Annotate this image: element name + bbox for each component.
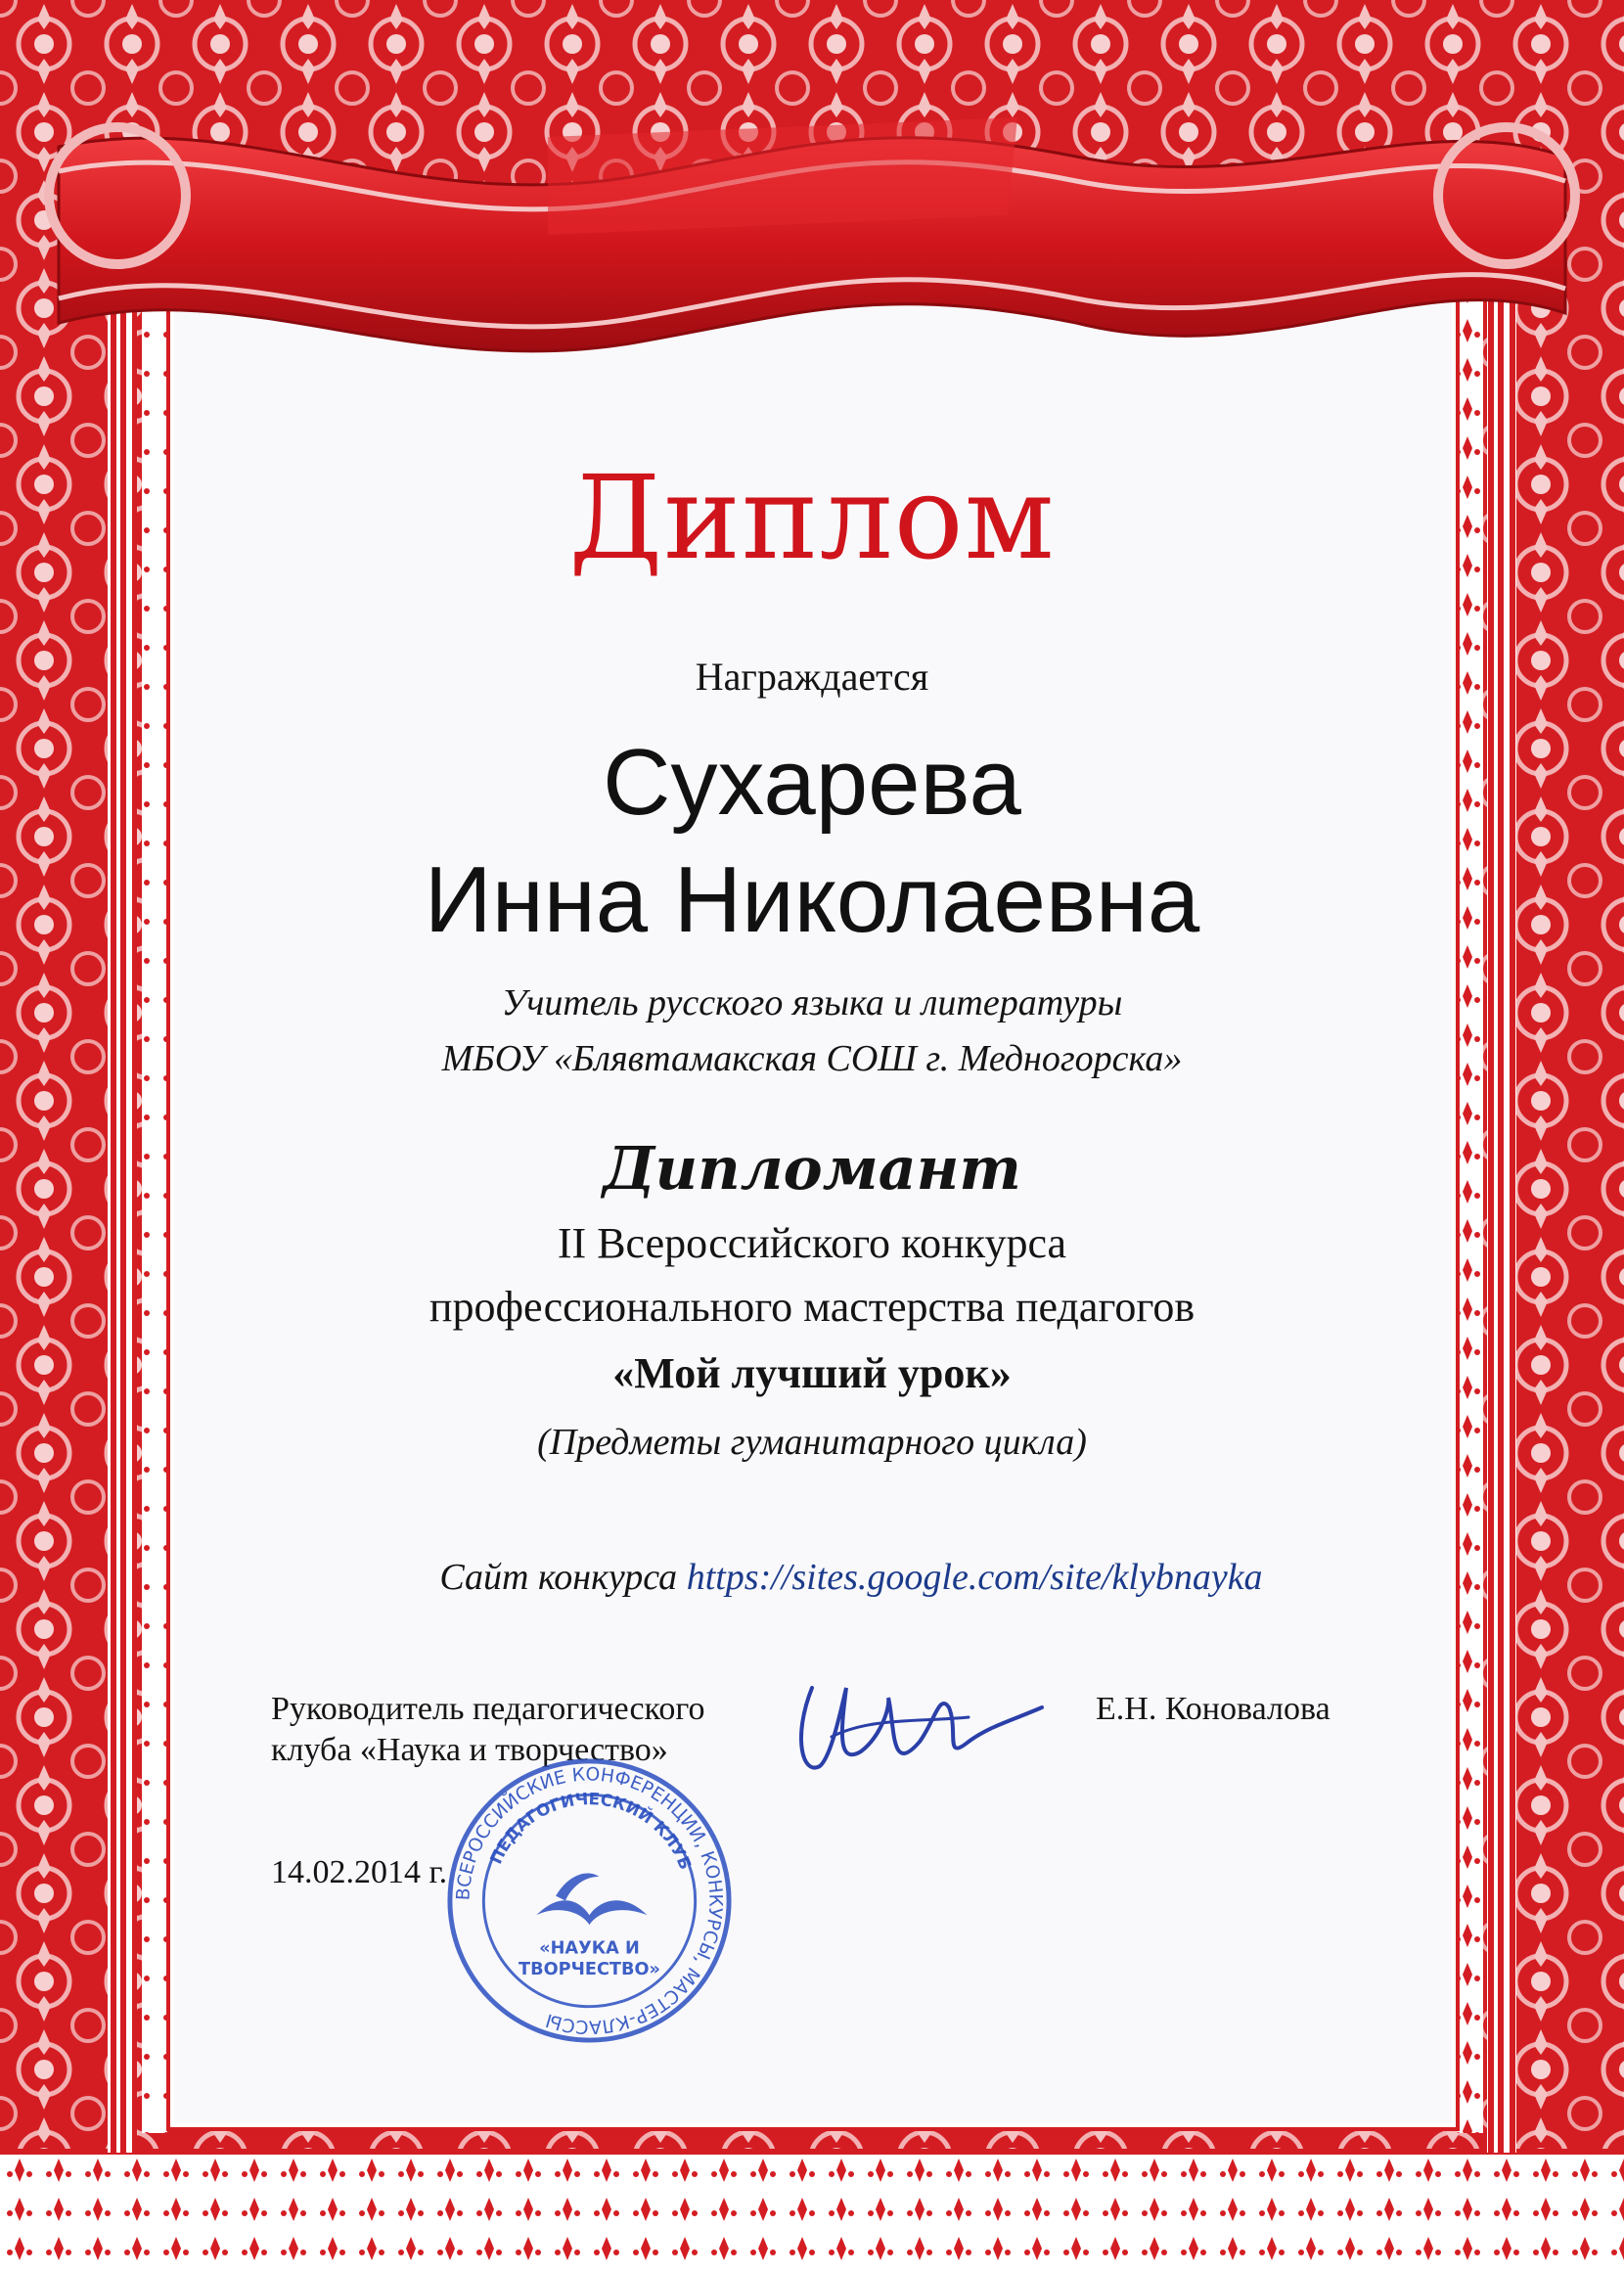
- contest-category: (Предметы гуманитарного цикла): [537, 1422, 1087, 1463]
- contest-name: «Мой лучший урок»: [612, 1349, 1012, 1397]
- site-url-link[interactable]: https://sites.google.com/site/klybnayka: [686, 1557, 1263, 1598]
- stamp-outer-text: ВСЕРОССИЙСКИЕ КОНФЕРЕНЦИИ, КОНКУРСЫ, МАСТЕР-КЛАССЫ: [453, 1764, 726, 2037]
- stamp-name-line-2: ТВОРЧЕСТВО»: [519, 1960, 660, 1980]
- recipient-name: Инна Николаевна: [424, 847, 1200, 952]
- stamp-book-icon: [536, 1900, 647, 1925]
- contest-site: [0, 1556, 1624, 1599]
- issue-date: 14.02.2014 г.: [271, 1854, 448, 1890]
- recipient-position: Учитель русского языка и литературы: [501, 982, 1123, 1023]
- signer-role-line-1: Руководитель педагогического: [271, 1691, 705, 1727]
- award-title: Дипломант: [603, 1135, 1021, 1204]
- signer-role-line-2: клуба «Наука и творчество»: [271, 1732, 668, 1768]
- recipient-school: МБОУ «Блявтамакская СОШ г. Медногорска»: [441, 1038, 1183, 1079]
- diploma-title: Диплом: [568, 450, 1056, 585]
- recipient-surname: Сухарева: [603, 730, 1021, 835]
- signature: [773, 1649, 1047, 1795]
- organization-stamp: [445, 1756, 734, 2045]
- awarded-label: Награждается: [695, 655, 929, 699]
- stamp-name-line-1: «НАУКА И: [539, 1938, 640, 1959]
- contest-line-2: профессионального мастерства педагогов: [429, 1283, 1195, 1331]
- contest-line-1: II Всероссийского конкурса: [557, 1219, 1067, 1267]
- signer-name: Е.Н. Коновалова: [1096, 1691, 1331, 1727]
- stamp-top-text: ПЕДАГОГИЧЕСКИЙ КЛУБ: [485, 1788, 697, 1873]
- site-label: Сайт конкурса: [439, 1557, 678, 1598]
